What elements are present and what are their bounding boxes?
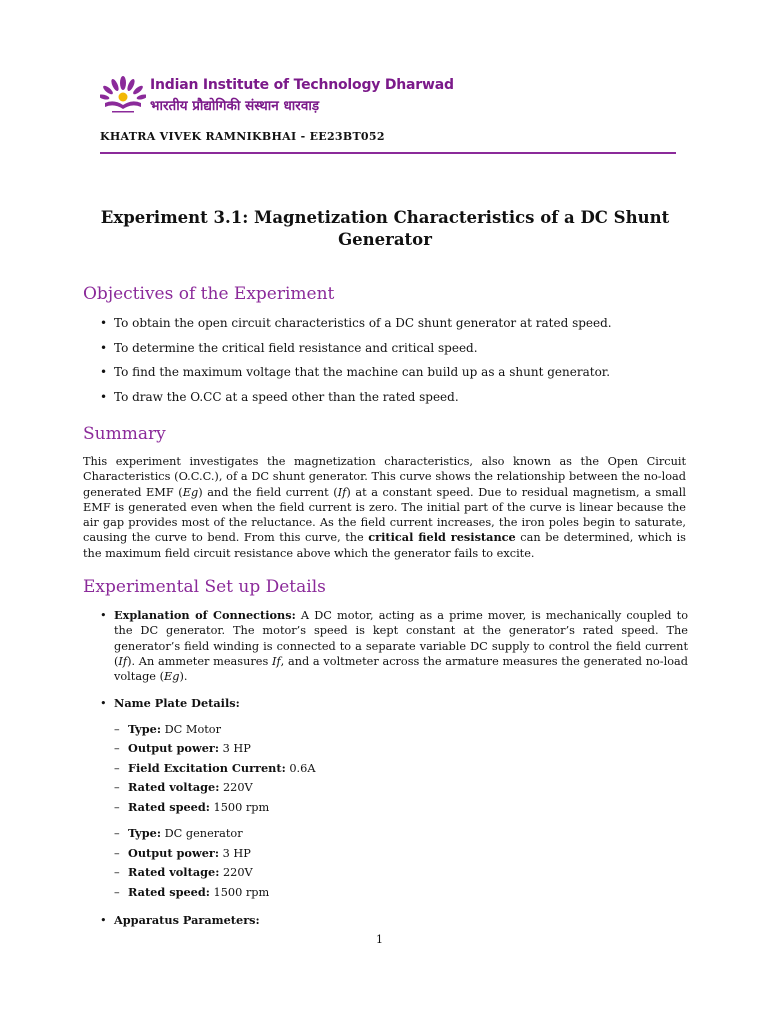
list-item: – Rated voltage: 220V xyxy=(114,863,688,883)
math-eg: Eg xyxy=(182,485,199,499)
objectives-heading: Objectives of the Experiment xyxy=(83,284,335,304)
motor-nameplate-list xyxy=(114,720,688,818)
apparatus-item: • Apparatus Parameters: xyxy=(100,913,688,928)
summary-paragraph: This experiment investigates the magnetization characteristics, also known as the Open Circuit Characteristics (O.C.C.), of a DC shunt generator. This curve shows the relationship between the no-load generated EMF (Eg) and the field current (If) at a constant speed. Due to residual magnetism, a small EMF is generated even when the field current is zero. The initial part of the curve is linear because the air gap provides most of the reluctance. As the field current increases, the iron poles begin to saturate, causing the curve to bend. From this curve, the critical field resistance can be determined, which is the maximum field circuit resistance above which the generator fails to excite. xyxy=(83,455,686,560)
setup-heading: Experimental Set up Details xyxy=(83,577,326,597)
list-item: • To determine the critical field resistance and critical speed. xyxy=(100,341,690,356)
list-item: • To find the maximum voltage that the machine can build up as a shunt generator. xyxy=(100,365,690,380)
objectives-list xyxy=(100,316,690,405)
generator-nameplate-list xyxy=(114,824,688,902)
connections-item: • Explanation of Connections: A DC motor, acting as a prime mover, is mechanically coupled to the DC generator. The motor’s speed is kept constant at the generator’s rated speed. The generator’s field winding is connected to a separate variable DC supply to control the field current (If). An ammeter measures If, and a voltmeter across the armature measures the generated no-load voltage (Eg). xyxy=(100,608,688,684)
list-item: – Output power: 3 HP xyxy=(114,739,688,759)
list-item: – Rated speed: 1500 rpm xyxy=(114,798,688,818)
list-item: – Rated voltage: 220V xyxy=(114,778,688,798)
student-name-id: KHATRA VIVEK RAMNIKBHAI - EE23BT052 xyxy=(100,130,385,143)
header-divider xyxy=(100,152,676,154)
page-number: 1 xyxy=(376,933,383,946)
lotus-book-icon xyxy=(100,75,146,115)
list-item: – Field Excitation Current: 0.6A xyxy=(114,759,688,779)
list-item: – Type: DC Motor xyxy=(114,720,688,740)
institute-name-english: Indian Institute of Technology Dharwad xyxy=(150,77,454,93)
institute-name-hindi: भारतीय प्रौद्योगिकी संस्थान धारवाड़ xyxy=(150,98,320,114)
math-if: If xyxy=(337,485,347,499)
institute-logo xyxy=(100,75,454,119)
list-item: • To obtain the open circuit characteristics of a DC shunt generator at rated speed. xyxy=(100,316,690,331)
emphasis-critical-field-resistance: critical field resistance xyxy=(368,530,516,545)
experiment-title: Experiment 3.1: Magnetization Characteristics of a DC Shunt Generator xyxy=(100,208,670,249)
list-item: – Type: DC generator xyxy=(114,824,688,844)
list-item: – Rated speed: 1500 rpm xyxy=(114,883,688,903)
summary-heading: Summary xyxy=(83,424,166,444)
list-item: – Output power: 3 HP xyxy=(114,844,688,864)
nameplate-item: • Name Plate Details: xyxy=(100,696,688,711)
setup-details xyxy=(100,608,688,929)
list-item: • To draw the O.CC at a speed other than the rated speed. xyxy=(100,390,690,405)
